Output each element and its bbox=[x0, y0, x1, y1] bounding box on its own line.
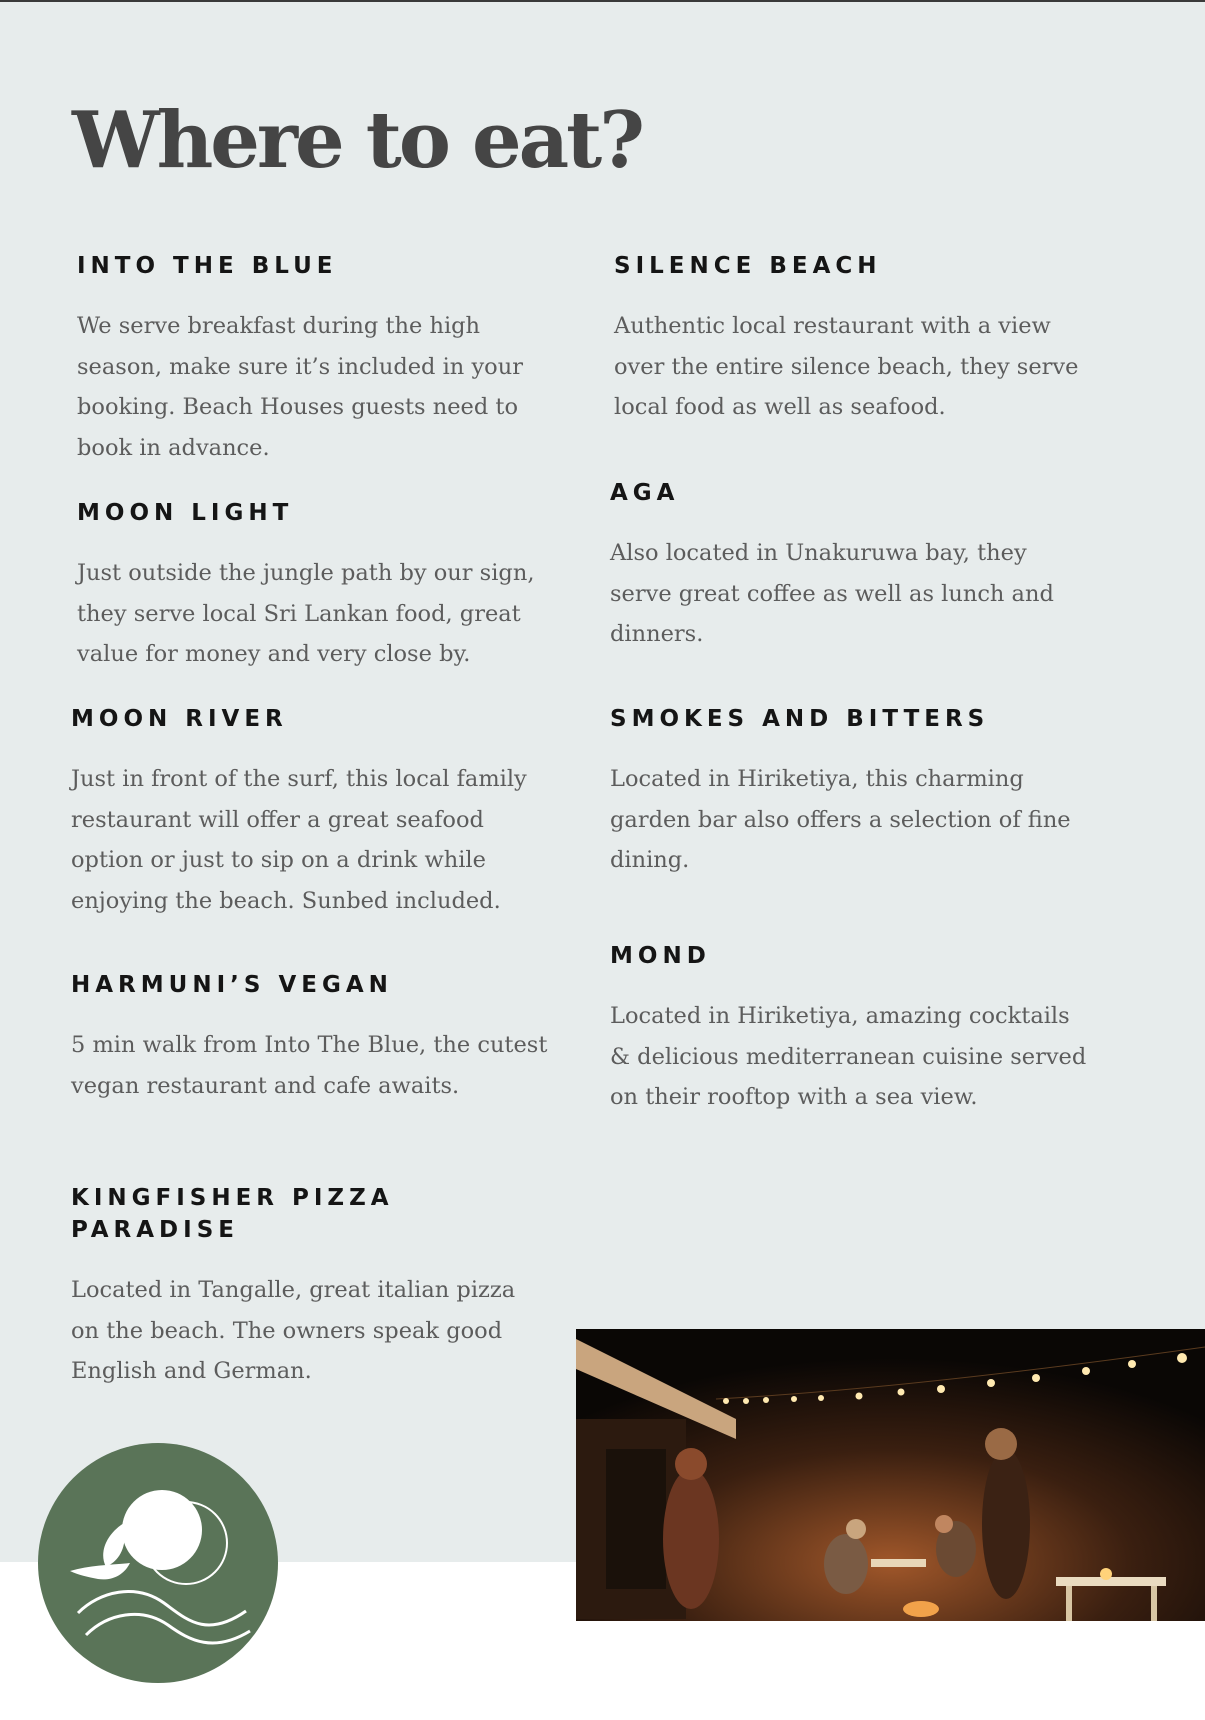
restaurant-description: Located in Hiriketiya, this charming garden bar also offers a selection of fine dining. bbox=[610, 766, 1071, 874]
night-restaurant-photo bbox=[576, 1329, 1205, 1621]
restaurant-mond bbox=[610, 940, 1090, 1118]
restaurant-description: Located in Hiriketiya, amazing cocktails & delicious mediterranean cuisine served on their rooftop with a sea view. bbox=[610, 1003, 1087, 1111]
sun-wave-logo-icon bbox=[38, 1443, 278, 1683]
restaurant-name: SILENCE BEACH bbox=[614, 253, 882, 279]
restaurant-name: MOON LIGHT bbox=[77, 500, 294, 526]
restaurant-name: INTO THE BLUE bbox=[77, 253, 338, 279]
page-title: Where to eat? bbox=[72, 95, 642, 186]
restaurant-silence-beach bbox=[614, 250, 1104, 428]
restaurant-description: 5 min walk from Into The Blue, the cutest vegan restaurant and cafe awaits. bbox=[71, 1032, 548, 1099]
restaurant-moon-light bbox=[77, 497, 562, 675]
restaurant-kingfisher-pizza-paradise bbox=[71, 1182, 541, 1392]
restaurant-name: SMOKES AND BITTERS bbox=[610, 706, 990, 732]
restaurant-into-the-blue bbox=[77, 250, 562, 468]
restaurant-description: Also located in Unakuruwa bay, they serve great coffee as well as lunch and dinners. bbox=[610, 540, 1054, 648]
restaurant-description: Just in front of the surf, this local family restaurant will offer a great seafood option or just to sip on a drink while enjoying the beach. Sunbed included. bbox=[71, 766, 527, 914]
restaurant-name: MOON RIVER bbox=[71, 706, 288, 732]
restaurant-smokes-and-bitters bbox=[610, 703, 1090, 881]
restaurant-name: MOND bbox=[610, 943, 711, 969]
restaurant-description: Authentic local restaurant with a view over the entire silence beach, they serve local food as well as seafood. bbox=[614, 313, 1079, 421]
restaurant-name: HARMUNI’S VEGAN bbox=[71, 972, 393, 998]
restaurant-aga bbox=[610, 477, 1090, 655]
restaurant-description: We serve breakfast during the high season, make sure it’s included in your booking. Beach Houses guests need to book in advance. bbox=[77, 313, 523, 461]
restaurant-name: KINGFISHER PIZZA PARADISE bbox=[71, 1185, 394, 1244]
restaurant-harmunis-vegan bbox=[71, 969, 556, 1106]
restaurant-description: Located in Tangalle, great italian pizza on the beach. The owners speak good English and German. bbox=[71, 1277, 516, 1385]
restaurant-name: AGA bbox=[610, 480, 680, 506]
restaurant-moon-river bbox=[71, 703, 556, 921]
restaurant-description: Just outside the jungle path by our sign, they serve local Sri Lankan food, great value for money and very close by. bbox=[77, 560, 535, 668]
